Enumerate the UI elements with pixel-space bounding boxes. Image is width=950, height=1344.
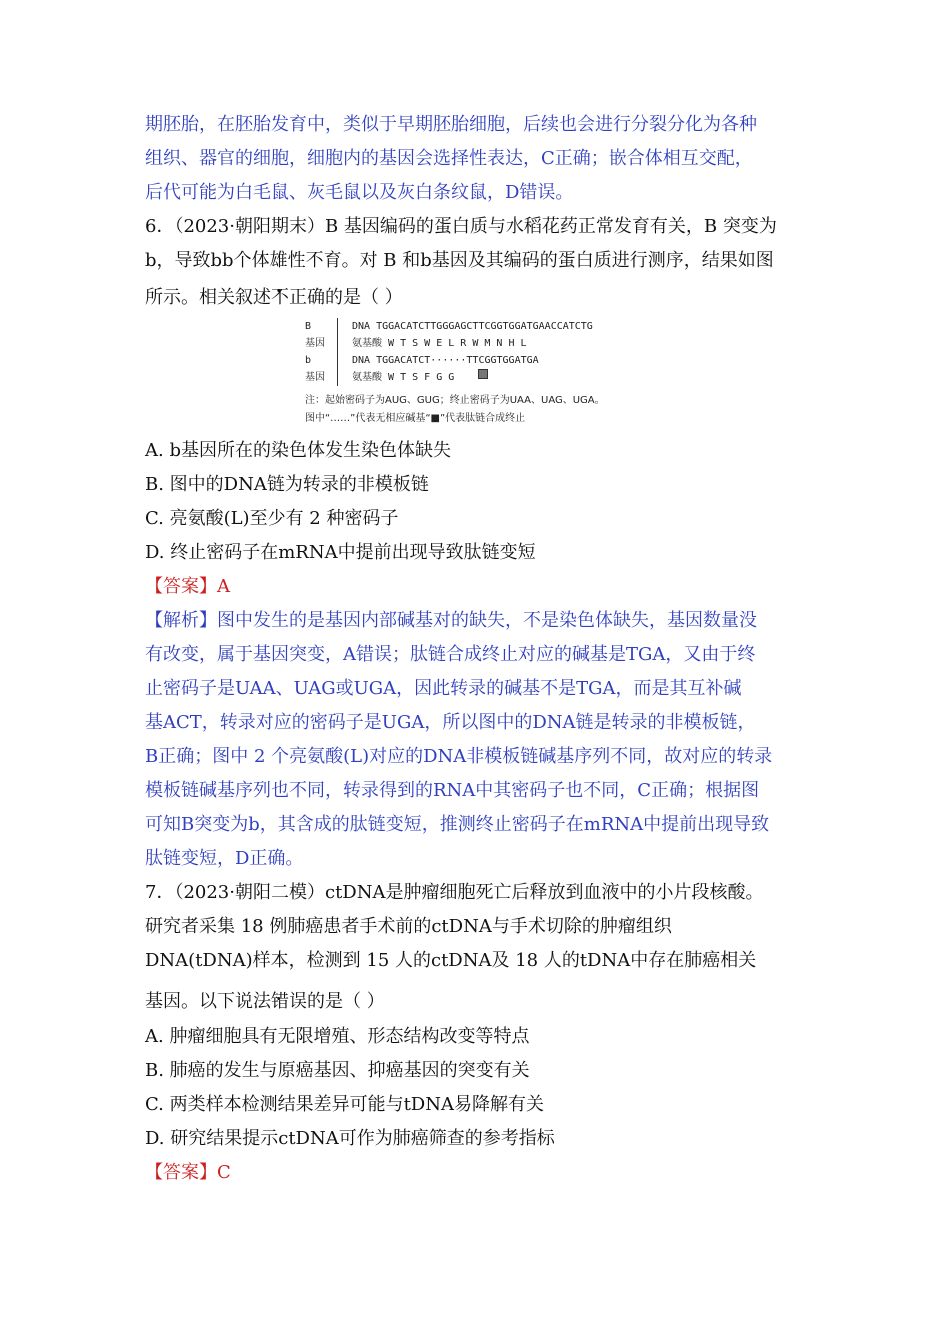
q6-option: C. 亮氨酸(L)至少有 2 种密码子 [145,508,399,529]
q6-stem-line: 6．（2023·朝阳期末）B 基因编码的蛋白质与水稻花药正常发育有关，B 突变为 [145,216,777,237]
q6-option: A. b基因所在的染色体发生染色体缺失 [145,440,451,461]
q7-stem-line [145,978,810,1020]
sequence-figure [305,318,665,428]
q7-stem-text: 基因。以下说法 [145,991,271,1012]
document-page [145,108,810,1190]
q6-analysis-line: 【解析】图中发生的是基因内部碱基对的缺失，不是染色体缺失，基因数量没 [145,610,757,631]
q6-analysis-line: 有改变，属于基因突变，A错误；肽链合成终止对应的碱基是TGA，又由于终 [145,644,756,665]
figure-row [305,335,665,352]
q7-option: C. 两类样本检测结果差异可能与tDNA易降解有关 [145,1094,544,1115]
figure-row-seq: W T S W E L R W M N H L [388,338,527,349]
figure-row-kind: DNA [352,355,371,366]
figure-row-kind: 氨基酸 [352,338,382,349]
figure-row-kind: DNA [352,321,371,332]
q7-answer: 【答案】C [145,1162,231,1183]
explanation-line: 组织、器官的细胞，细胞内的基因会选择性表达，C正确；嵌合体相互交配， [145,148,753,169]
q7-stem-line: DNA(tDNA)样本，检测到 15 人的ctDNA及 18 人的tDNA中存在肺癌相关 [145,950,757,971]
explanation-line: 后代可能为白毛鼠、灰毛鼠以及灰白条纹鼠，D错误。 [145,182,574,203]
figure-row-label: 基因 [305,372,325,383]
q6-analysis-line: B正确；图中 2 个亮氨酸(L)对应的DNA非模板链碱基序列不同，故对应的转录 [145,746,773,767]
q6-analysis-line: 止密码子是UAA、UAG或UGA，因此转录的碱基不是TGA，而是其互补碱 [145,678,742,699]
figure-row-seq: W T S F G G [388,372,455,383]
figure-row [305,369,665,386]
figure-row [305,352,665,369]
q6-analysis-line: 可知B突变为b，其含成的肽链变短，推测终止密码子在mRNA中提前出现导致 [145,814,770,835]
q6-analysis-line: 基ACT，转录对应的密码子是UGA，所以图中的DNA链是转录的非模板链， [145,712,756,733]
q7-option: A. 肿瘤细胞具有无限增殖、形态结构改变等特点 [145,1026,530,1047]
figure-row-kind: 氨基酸 [352,372,382,383]
figure-row-label: 基因 [305,338,325,349]
figure-row-seq: TGGACATCT······TTCGGTGGATGA [376,355,539,366]
q7-stem-line: 7．（2023·朝阳二模）ctDNA是肿瘤细胞死亡后释放到血液中的小片段核酸。 [145,882,764,903]
q6-answer: 【答案】A [145,576,230,597]
q6-analysis-line: 肽链变短，D正确。 [145,848,304,869]
q6-stem-line: b，导致bb个体雄性不育。对 B 和b基因及其编码的蛋白质进行测序，结果如图 [145,250,774,271]
q7-option: B. 肺癌的发生与原癌基因、抑癌基因的突变有关 [145,1060,530,1081]
q7-emphasis: · 错误 [271,991,307,1012]
q6-option: B. 图中的DNA链为转录的非模板链 [145,474,429,495]
figure-row-label: b [305,355,312,366]
q6-analysis-line: 模板链碱基序列也不同，转录得到的RNA中其密码子也不同，C正确；根据图 [145,780,760,801]
figure-row-label: B [305,321,312,332]
explanation-line: 期胚胎，在胚胎发育中，类似于早期胚胎细胞，后续也会进行分裂分化为各种 [145,114,757,135]
q7-stem-line: 研究者采集 18 例肺癌患者手术前的ctDNA与手术切除的肿瘤组织 [145,916,672,937]
q6-stem-text: 的是（ ） [325,287,403,308]
q6-stem-text: 所示。相关叙述 [145,287,271,308]
figure-row [305,318,665,335]
q6-emphasis: 不正确 [271,287,325,308]
q7-option: D. 研究结果提示ctDNA可作为肺癌筛查的参考指标 [145,1128,555,1149]
figure-row-seq: TGGACATCTTGGGAGCTTCGGTGGATGAACCATCTG [376,321,593,332]
q7-stem-text: 的是（ ） [307,991,385,1012]
figure-note: 注：起始密码子为AUG、GUG；终止密码子为UAA、UAG、UGA。 [305,395,605,406]
stop-codon-icon [478,369,488,379]
figure-note: 图中“……”代表无相应碱基“■”代表肽链合成终止 [305,413,526,424]
q6-option: D. 终止密码子在mRNA中提前出现导致肽链变短 [145,542,536,563]
q6-stem-line [145,278,810,314]
